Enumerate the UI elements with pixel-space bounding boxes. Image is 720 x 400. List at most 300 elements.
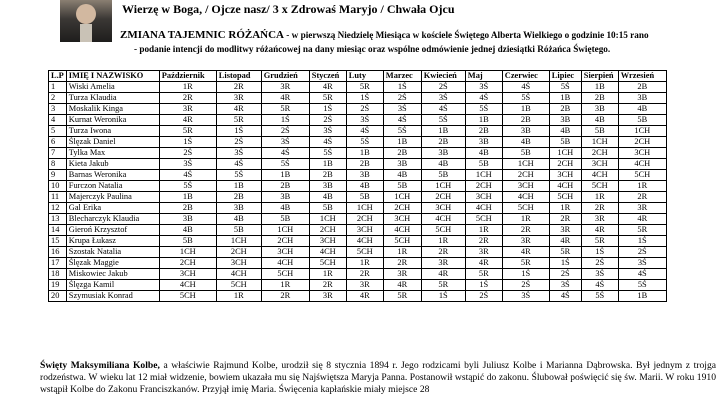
mystery-cell: 4B — [261, 203, 309, 214]
column-header: IMIĘ I NAZWISKO — [66, 71, 159, 82]
mystery-cell: 2R — [159, 93, 216, 104]
mystery-cell: 4B — [549, 126, 581, 137]
mystery-cell: 2R — [549, 214, 581, 225]
mystery-cell: 4CH — [549, 181, 581, 192]
mystery-cell: 1Ś — [465, 280, 502, 291]
mystery-cell: 4R — [261, 93, 309, 104]
mystery-cell: 3CH — [216, 258, 261, 269]
mystery-cell: 3R — [346, 280, 383, 291]
mystery-cell: 3R — [309, 291, 346, 302]
mystery-cell: 5R — [346, 82, 383, 93]
saint-biography — [40, 360, 716, 396]
mystery-cell: 2R — [261, 291, 309, 302]
mystery-cell: 5R — [261, 104, 309, 115]
mystery-cell: 5B — [159, 236, 216, 247]
table-row — [49, 258, 667, 269]
mystery-cell: 2Ś — [159, 148, 216, 159]
mystery-cell: 2B — [581, 93, 618, 104]
row-number: 8 — [49, 159, 67, 170]
member-name: Miskowiec Jakub — [66, 269, 159, 280]
row-number: 16 — [49, 247, 67, 258]
mystery-cell: 5CH — [346, 247, 383, 258]
mystery-cell: 3Ś — [421, 93, 465, 104]
table-row — [49, 236, 667, 247]
mystery-cell: 2B — [502, 115, 549, 126]
table-header-row — [49, 71, 667, 82]
mystery-cell: 5B — [581, 126, 618, 137]
mystery-cell: 3R — [549, 225, 581, 236]
mystery-cell: 5CH — [618, 170, 666, 181]
mystery-cell: 1CH — [261, 225, 309, 236]
mystery-cell: 5R — [216, 115, 261, 126]
mystery-cell: 3R — [581, 214, 618, 225]
mystery-cell: 2B — [421, 137, 465, 148]
mystery-cell: 3Ś — [309, 126, 346, 137]
mystery-cell: 2CH — [549, 159, 581, 170]
mystery-cell: 2B — [309, 170, 346, 181]
mystery-cell: 5R — [383, 291, 421, 302]
mystery-cell: 2R — [309, 280, 346, 291]
mystery-cell: 5Ś — [421, 115, 465, 126]
mystery-cell: 1B — [383, 137, 421, 148]
mystery-cell: 2CH — [383, 203, 421, 214]
mystery-cell: 4Ś — [465, 93, 502, 104]
row-number: 1 — [49, 82, 67, 93]
mystery-cell: 2R — [465, 236, 502, 247]
member-name: Tylka Max — [66, 148, 159, 159]
column-header: L.P — [49, 71, 67, 82]
mystery-cell: 3CH — [618, 148, 666, 159]
mystery-cell: 1Ś — [421, 291, 465, 302]
mystery-cell: 5Ś — [383, 126, 421, 137]
mystery-cell: 5CH — [383, 236, 421, 247]
mystery-cell: 5Ś — [216, 170, 261, 181]
mystery-cell: 4Ś — [216, 159, 261, 170]
mystery-cell: 1Ś — [581, 247, 618, 258]
mystery-cell: 1Ś — [216, 126, 261, 137]
mystery-cell: 3R — [216, 93, 261, 104]
mystery-cell: 5CH — [549, 192, 581, 203]
mystery-cell: 2CH — [261, 236, 309, 247]
announcement-line-1 — [120, 28, 716, 42]
mystery-cell: 5R — [421, 280, 465, 291]
mystery-cell: 5CH — [465, 214, 502, 225]
row-number: 2 — [49, 93, 67, 104]
prayer-line: Wierzę w Boga, / Ojcze nasz/ 3 x Zdrowaś Maryjo / Chwała Ojcu — [122, 2, 455, 16]
member-name: Krupa Łukasz — [66, 236, 159, 247]
saint-portrait-image — [60, 0, 112, 42]
member-name: Wiski Amelia — [66, 82, 159, 93]
mystery-cell: 3CH — [549, 170, 581, 181]
table-row — [49, 291, 667, 302]
mystery-cell: 2CH — [346, 214, 383, 225]
column-header: Marzec — [383, 71, 421, 82]
table-row — [49, 247, 667, 258]
mystery-cell: 3B — [261, 192, 309, 203]
member-name: Szostak Natalia — [66, 247, 159, 258]
mystery-cell: 2R — [421, 247, 465, 258]
mystery-cell: 1Ś — [159, 137, 216, 148]
mystery-cell: 4Ś — [502, 82, 549, 93]
mystery-cell: 2CH — [309, 225, 346, 236]
table-row — [49, 280, 667, 291]
portrait-collar — [80, 24, 92, 42]
mystery-cell: 5Ś — [549, 82, 581, 93]
mystery-cell: 1B — [216, 181, 261, 192]
row-number: 7 — [49, 148, 67, 159]
mystery-cell: 4R — [309, 82, 346, 93]
member-name: Blecharczyk Klaudia — [66, 214, 159, 225]
mystery-cell: 4Ś — [618, 269, 666, 280]
mystery-cell: 2Ś — [216, 137, 261, 148]
row-number: 14 — [49, 225, 67, 236]
mystery-cell: 5CH — [216, 280, 261, 291]
mystery-cell: 2R — [346, 269, 383, 280]
mystery-cell: 3B — [309, 181, 346, 192]
mystery-cell: 4CH — [309, 247, 346, 258]
mystery-cell: 1CH — [549, 148, 581, 159]
mystery-cell: 2CH — [421, 192, 465, 203]
table-body — [49, 82, 667, 302]
mystery-cell: 3Ś — [581, 269, 618, 280]
mystery-cell: 2Ś — [502, 280, 549, 291]
mystery-cell: 4B — [421, 159, 465, 170]
mystery-cell: 4R — [618, 214, 666, 225]
mystery-cell: 5CH — [581, 181, 618, 192]
mystery-cell: 2B — [618, 82, 666, 93]
mystery-cell: 1R — [549, 203, 581, 214]
mystery-cell: 2B — [383, 148, 421, 159]
member-name: Ślęzga Kamil — [66, 280, 159, 291]
row-number: 4 — [49, 115, 67, 126]
mystery-cell: 3CH — [502, 181, 549, 192]
mystery-cell: 4CH — [465, 203, 502, 214]
mystery-cell: 5Ś — [502, 93, 549, 104]
mystery-cell: 3Ś — [346, 115, 383, 126]
announcement-details: - w pierwszą Niedzielę Miesiąca w kościele Świętego Alberta Wielkiego o godzinie 10:15 rano — [284, 30, 649, 40]
mystery-cell: 5R — [618, 225, 666, 236]
member-name: Gal Erika — [66, 203, 159, 214]
mystery-cell: 5B — [421, 170, 465, 181]
mystery-cell: 2R — [502, 225, 549, 236]
mystery-cell: 5B — [216, 225, 261, 236]
member-name: Kieta Jakub — [66, 159, 159, 170]
mystery-cell: 1Ś — [502, 269, 549, 280]
member-name: Szymusiak Konrad — [66, 291, 159, 302]
mystery-cell: 4R — [159, 115, 216, 126]
mystery-cell: 5Ś — [159, 181, 216, 192]
mystery-cell: 5R — [309, 93, 346, 104]
mystery-cell: 3B — [383, 159, 421, 170]
mystery-cell: 2B — [159, 203, 216, 214]
mystery-cell: 4B — [383, 170, 421, 181]
member-name: Gieroń Krzysztof — [66, 225, 159, 236]
mystery-cell: 2R — [383, 258, 421, 269]
mystery-cell: 4Ś — [346, 126, 383, 137]
mystery-cell: 3Ś — [549, 280, 581, 291]
mystery-cell: 5Ś — [346, 137, 383, 148]
mystery-cell: 4CH — [618, 159, 666, 170]
bio-saint-name: Święty Maksymiliana Kolbe, — [40, 360, 160, 371]
mystery-cell: 3R — [502, 236, 549, 247]
table-row — [49, 214, 667, 225]
mystery-cell: 4Ś — [549, 291, 581, 302]
mystery-cell: 4Ś — [261, 148, 309, 159]
mystery-cell: 2R — [618, 192, 666, 203]
row-number: 5 — [49, 126, 67, 137]
mystery-cell: 5Ś — [309, 148, 346, 159]
mystery-cell: 1Ś — [346, 93, 383, 104]
mystery-cell: 3R — [421, 258, 465, 269]
mystery-cell: 2Ś — [618, 247, 666, 258]
mystery-cell: 5B — [346, 192, 383, 203]
mystery-cell: 4Ś — [383, 115, 421, 126]
table-row — [49, 203, 667, 214]
mystery-cell: 3B — [549, 115, 581, 126]
mystery-cell: 3R — [159, 104, 216, 115]
column-header: Listopad — [216, 71, 261, 82]
row-number: 10 — [49, 181, 67, 192]
mystery-cell: 2CH — [502, 170, 549, 181]
mystery-cell: 4R — [421, 269, 465, 280]
mystery-cell: 4CH — [581, 170, 618, 181]
mystery-cell: 2R — [581, 203, 618, 214]
row-number: 15 — [49, 236, 67, 247]
mystery-cell: 3CH — [421, 203, 465, 214]
mystery-cell: 2CH — [465, 181, 502, 192]
mystery-cell: 4R — [346, 291, 383, 302]
column-header: Czerwiec — [502, 71, 549, 82]
column-header: Styczeń — [309, 71, 346, 82]
column-header: Wrzesień — [618, 71, 666, 82]
mystery-cell: 1Ś — [383, 82, 421, 93]
table-row — [49, 225, 667, 236]
mystery-cell: 3B — [216, 203, 261, 214]
table-row — [49, 148, 667, 159]
mystery-cell: 4CH — [159, 280, 216, 291]
mystery-cell: 1CH — [159, 247, 216, 258]
column-header: Sierpień — [581, 71, 618, 82]
mystery-cell: 3Ś — [261, 137, 309, 148]
mystery-cell: 1B — [581, 82, 618, 93]
mystery-cell: 3CH — [581, 159, 618, 170]
mystery-cell: 3B — [618, 93, 666, 104]
mystery-cell: 1CH — [346, 203, 383, 214]
mystery-cell: 3Ś — [383, 104, 421, 115]
mystery-cell: 1CH — [421, 181, 465, 192]
mystery-cell: 1R — [261, 280, 309, 291]
mystery-cell: 1CH — [216, 236, 261, 247]
mystery-cell: 4B — [502, 137, 549, 148]
announcement-line-2: - podanie intencji do modlitwy różańcowej na dany miesiąc oraz wspólne odmówienie jednej dziesiątki Różańca Świętego. — [134, 44, 611, 54]
mystery-cell: 3CH — [346, 225, 383, 236]
column-header: Kwiecień — [421, 71, 465, 82]
mystery-cell: 4CH — [346, 236, 383, 247]
mystery-cell: 2CH — [159, 258, 216, 269]
mystery-cell: 5Ś — [581, 291, 618, 302]
mystery-cell: 3B — [581, 104, 618, 115]
mystery-cell: 5Ś — [618, 280, 666, 291]
table-row — [49, 115, 667, 126]
member-name: Ślęzak Maggie — [66, 258, 159, 269]
table-row — [49, 93, 667, 104]
row-number: 3 — [49, 104, 67, 115]
mystery-cell: 3CH — [383, 214, 421, 225]
row-number: 20 — [49, 291, 67, 302]
column-header: Październik — [159, 71, 216, 82]
mystery-cell: 2Ś — [383, 93, 421, 104]
mystery-cell: 1R — [421, 236, 465, 247]
mystery-cell: 5B — [465, 159, 502, 170]
mystery-cell: 3Ś — [159, 159, 216, 170]
mystery-cell: 2B — [346, 159, 383, 170]
mystery-cell: 1Ś — [618, 236, 666, 247]
table-row — [49, 269, 667, 280]
mystery-cell: 3Ś — [465, 82, 502, 93]
mystery-cell: 1Ś — [309, 104, 346, 115]
table-row — [49, 82, 667, 93]
column-header: Grudzień — [261, 71, 309, 82]
mystery-cell: 5R — [465, 269, 502, 280]
mystery-cell: 1B — [549, 93, 581, 104]
mystery-cell: 1Ś — [549, 258, 581, 269]
mystery-cell: 1CH — [309, 214, 346, 225]
mystery-cell: 4B — [618, 104, 666, 115]
mystery-cell: 5B — [261, 214, 309, 225]
mystery-cell: 2CH — [216, 247, 261, 258]
mystery-cell: 5B — [383, 181, 421, 192]
mystery-cell: 1CH — [465, 170, 502, 181]
mystery-cell: 3R — [383, 269, 421, 280]
column-header: Maj — [465, 71, 502, 82]
mystery-cell: 1B — [421, 126, 465, 137]
mystery-cell: 3B — [346, 170, 383, 181]
mystery-cell: 4CH — [421, 214, 465, 225]
mystery-cell: 2Ś — [465, 291, 502, 302]
table-row — [49, 126, 667, 137]
mystery-cell: 5CH — [261, 269, 309, 280]
mystery-cell: 2Ś — [421, 82, 465, 93]
mystery-cell: 1CH — [502, 159, 549, 170]
mystery-cell: 3Ś — [618, 258, 666, 269]
member-name: Furczon Natalia — [66, 181, 159, 192]
mystery-cell: 3R — [465, 247, 502, 258]
mystery-cell: 1R — [465, 225, 502, 236]
mystery-cell: 5Ś — [261, 159, 309, 170]
mystery-cell: 4CH — [502, 192, 549, 203]
mystery-cell: 3CH — [159, 269, 216, 280]
mystery-cell: 5B — [502, 148, 549, 159]
mystery-cell: 1R — [346, 258, 383, 269]
mystery-cell: 5CH — [502, 203, 549, 214]
column-header: Lipiec — [549, 71, 581, 82]
mystery-cell: 1CH — [581, 137, 618, 148]
mystery-cell: 3R — [618, 203, 666, 214]
member-name: Ślęzak Daniel — [66, 137, 159, 148]
mystery-cell: 2B — [261, 181, 309, 192]
mystery-cell: 4B — [346, 181, 383, 192]
row-number: 13 — [49, 214, 67, 225]
mystery-cell: 4R — [465, 258, 502, 269]
mystery-cell: 5R — [502, 258, 549, 269]
announcement — [120, 28, 716, 56]
member-name: Turza Klaudia — [66, 93, 159, 104]
mystery-cell: 1R — [581, 192, 618, 203]
column-header: Luty — [346, 71, 383, 82]
row-number: 6 — [49, 137, 67, 148]
mystery-cell: 3Ś — [502, 291, 549, 302]
portrait-face — [76, 4, 96, 24]
mystery-cell: 2B — [465, 126, 502, 137]
mystery-cell: 4R — [581, 225, 618, 236]
mystery-cell: 5B — [309, 203, 346, 214]
mystery-cell: 3R — [261, 82, 309, 93]
mystery-cell: 2R — [216, 82, 261, 93]
mystery-cell: 5B — [618, 115, 666, 126]
mystery-cell: 1R — [216, 291, 261, 302]
row-number: 9 — [49, 170, 67, 181]
mystery-cell: 3CH — [465, 192, 502, 203]
row-number: 12 — [49, 203, 67, 214]
mystery-cell: 1R — [159, 82, 216, 93]
mystery-cell: 4CH — [216, 269, 261, 280]
mystery-cell: 4Ś — [159, 170, 216, 181]
mystery-cell: 5CH — [309, 258, 346, 269]
mystery-cell: 5Ś — [465, 104, 502, 115]
mystery-cell: 4B — [309, 192, 346, 203]
mystery-cell: 3CH — [261, 247, 309, 258]
mystery-cell: 2CH — [618, 137, 666, 148]
mystery-cell: 2CH — [581, 148, 618, 159]
row-number: 11 — [49, 192, 67, 203]
table-row — [49, 192, 667, 203]
mystery-cell: 5CH — [159, 291, 216, 302]
mystery-cell: 4R — [502, 247, 549, 258]
mystery-cell: 1Ś — [261, 115, 309, 126]
mystery-cell: 5R — [159, 126, 216, 137]
mystery-cell: 3B — [502, 126, 549, 137]
mystery-cell: 4Ś — [309, 137, 346, 148]
mystery-cell: 1B — [346, 148, 383, 159]
mystery-cell: 5CH — [421, 225, 465, 236]
rosary-schedule-table — [48, 70, 667, 302]
mystery-cell: 3B — [159, 214, 216, 225]
mystery-cell: 2Ś — [346, 104, 383, 115]
mystery-cell: 1R — [618, 181, 666, 192]
announcement-title: ZMIANA TAJEMNIC RÓŻAŃCA — [120, 29, 284, 41]
mystery-cell: 5R — [549, 247, 581, 258]
member-name: Turza Iwona — [66, 126, 159, 137]
member-name: Moskalik Kinga — [66, 104, 159, 115]
mystery-cell: 1B — [159, 192, 216, 203]
mystery-cell: 5B — [549, 137, 581, 148]
mystery-cell: 3Ś — [216, 148, 261, 159]
mystery-cell: 3B — [465, 137, 502, 148]
mystery-cell: 2Ś — [581, 258, 618, 269]
row-number: 18 — [49, 269, 67, 280]
mystery-cell: 4B — [581, 115, 618, 126]
mystery-cell: 1R — [309, 269, 346, 280]
bio-text: a właściwie Rajmund Kolbe, urodził się 8 stycznia 1894 r. Jego rodzicami byli Juliusz Kolbe i Marianna Dąbrowska. Był jednym z trojga rodzeństwa. W wieku lat 12 miał widzenie, bowiem ukazała mu się Najświętsza Maryja Panna. Postanowił wstąpić do zakonu. Ślubował poświęcić się św. Marii. W roku 1910 wstąpił Kolbe do Zakonu Franciszkanów. Przyjął imię Maria. Święcenia kapłańskie miały miejsce 28 — [40, 360, 717, 395]
mystery-cell: 3B — [421, 148, 465, 159]
table-row — [49, 159, 667, 170]
mystery-cell: 4R — [383, 280, 421, 291]
mystery-cell: 4CH — [383, 225, 421, 236]
mystery-cell: 1R — [502, 214, 549, 225]
mystery-cell: 2Ś — [261, 126, 309, 137]
mystery-cell: 4Ś — [581, 280, 618, 291]
mystery-cell: 4R — [549, 236, 581, 247]
